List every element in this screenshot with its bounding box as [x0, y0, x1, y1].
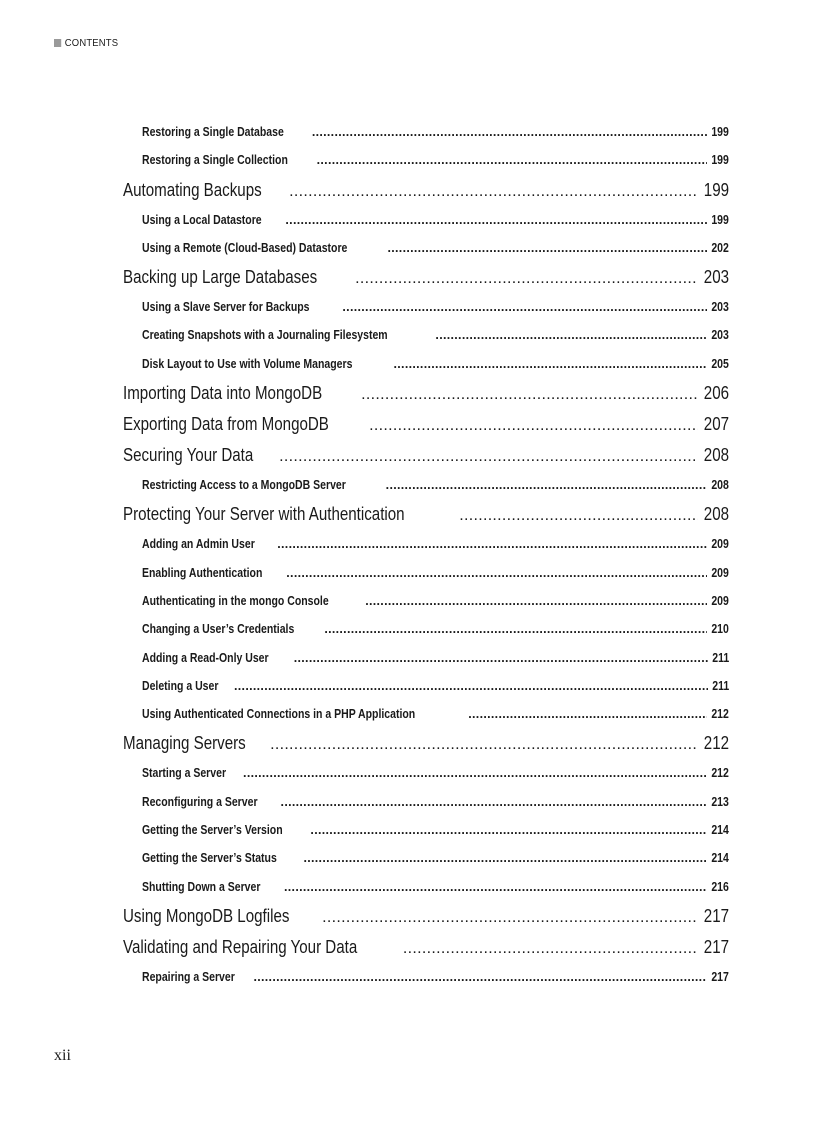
toc-entry-page: 202	[711, 240, 729, 255]
toc-section-entry	[123, 728, 729, 759]
toc-subsection-entry	[123, 321, 729, 349]
table-of-contents	[123, 118, 729, 991]
toc-leader-dots	[270, 729, 698, 759]
toc-section-entry	[123, 409, 729, 440]
toc-entry-title: Adding an Admin User	[142, 537, 255, 552]
toc-leader-dots	[284, 873, 707, 901]
toc-subsection-entry	[123, 530, 729, 558]
toc-entry-page: 209	[711, 565, 729, 580]
toc-entry-page: 199	[711, 125, 729, 139]
toc-entry-page: 217	[703, 905, 729, 926]
toc-entry-page: 208	[703, 504, 729, 525]
toc-section-entry	[123, 175, 729, 206]
toc-entry-page: 203	[711, 300, 729, 315]
toc-entry-title: Validating and Repairing Your Data	[123, 936, 358, 957]
toc-entry-title: Enabling Authentication	[142, 565, 263, 580]
toc-entry-page: 209	[711, 537, 729, 552]
toc-leader-dots	[286, 559, 707, 587]
toc-entry-title: Exporting Data from MongoDB	[123, 414, 329, 435]
toc-section-entry	[123, 901, 729, 932]
toc-entry-title: Restoring a Single Collection	[142, 153, 288, 168]
toc-section-entry	[123, 378, 729, 409]
toc-entry-title: Backing up Large Databases	[123, 267, 318, 288]
toc-leader-dots	[312, 118, 707, 146]
toc-entry-title: Automating Backups	[123, 179, 262, 200]
toc-entry-page: 217	[703, 936, 729, 957]
toc-entry-title: Using MongoDB Logfiles	[123, 905, 290, 926]
toc-leader-dots	[361, 379, 698, 409]
toc-entry-title: Restricting Access to a MongoDB Server	[142, 478, 346, 493]
toc-entry-title: Getting the Server’s Version	[142, 823, 283, 838]
toc-entry-title: Deleting a User	[142, 678, 219, 693]
toc-entry-title: Protecting Your Server with Authentication	[123, 504, 405, 525]
toc-entry-title: Importing Data into MongoDB	[123, 383, 323, 404]
toc-entry-page: 211	[712, 678, 729, 693]
toc-leader-dots	[289, 176, 698, 206]
toc-leader-dots	[317, 146, 708, 174]
running-header	[54, 37, 118, 49]
toc-entry-page: 210	[711, 622, 729, 637]
toc-entry-title: Starting a Server	[142, 766, 227, 781]
toc-leader-dots	[355, 263, 698, 293]
toc-entry-page: 208	[711, 478, 729, 493]
toc-section-entry	[123, 932, 729, 963]
toc-section-entry	[123, 262, 729, 293]
toc-subsection-entry	[123, 700, 729, 728]
toc-entry-page: 213	[711, 794, 729, 809]
toc-entry-title: Creating Snapshots with a Journaling Filesystem	[142, 328, 388, 343]
toc-entry-title: Using a Remote (Cloud-Based) Datastore	[142, 240, 348, 255]
toc-leader-dots	[253, 963, 707, 991]
toc-leader-dots	[303, 844, 707, 872]
toc-subsection-entry	[123, 471, 729, 499]
toc-entry-title: Restoring a Single Database	[142, 125, 284, 139]
toc-section-entry	[123, 440, 729, 471]
toc-entry-page: 212	[711, 707, 729, 722]
toc-leader-dots	[277, 530, 707, 558]
toc-subsection-entry	[123, 350, 729, 378]
header-label: CONTENTS	[64, 37, 119, 49]
toc-subsection-entry	[123, 293, 729, 321]
toc-leader-dots	[459, 500, 698, 530]
toc-entry-title: Authenticating in the mongo Console	[142, 593, 329, 608]
toc-subsection-entry	[123, 146, 729, 174]
toc-subsection-entry	[123, 873, 729, 901]
toc-leader-dots	[365, 587, 707, 615]
toc-entry-page: 217	[711, 969, 729, 984]
toc-subsection-entry	[123, 672, 729, 700]
toc-entry-page: 203	[703, 267, 729, 288]
toc-entry-title: Getting the Server’s Status	[142, 851, 277, 866]
page-number: xii	[54, 1047, 71, 1064]
toc-leader-dots	[281, 788, 708, 816]
toc-entry-title: Using a Local Datastore	[142, 212, 262, 227]
toc-entry-page: 199	[703, 179, 729, 200]
toc-leader-dots	[243, 759, 707, 787]
toc-leader-dots	[468, 700, 707, 728]
toc-entry-page: 214	[711, 851, 729, 866]
toc-subsection-entry	[123, 206, 729, 234]
toc-subsection-entry	[123, 234, 729, 262]
toc-entry-title: Disk Layout to Use with Volume Managers	[142, 356, 353, 371]
toc-entry-page: 214	[711, 823, 729, 838]
toc-section-entry	[123, 499, 729, 530]
toc-entry-page: 216	[711, 879, 729, 894]
toc-leader-dots	[435, 321, 707, 349]
toc-entry-title: Changing a User’s Credentials	[142, 622, 295, 637]
toc-entry-title: Using a Slave Server for Backups	[142, 300, 310, 315]
toc-leader-dots	[294, 644, 708, 672]
toc-entry-title: Repairing a Server	[142, 969, 235, 984]
toc-subsection-entry	[123, 587, 729, 615]
toc-leader-dots	[285, 206, 707, 234]
toc-leader-dots	[322, 902, 698, 932]
toc-entry-page: 207	[703, 414, 729, 435]
toc-leader-dots	[234, 672, 708, 700]
toc-leader-dots	[310, 816, 707, 844]
toc-entry-page: 208	[703, 445, 729, 466]
toc-subsection-entry	[123, 615, 729, 643]
toc-subsection-entry	[123, 788, 729, 816]
toc-leader-dots	[386, 471, 707, 499]
toc-entry-title: Securing Your Data	[123, 445, 254, 466]
toc-entry-page: 199	[711, 153, 729, 168]
toc-entry-page: 203	[711, 328, 729, 343]
toc-subsection-entry	[123, 559, 729, 587]
toc-entry-page: 209	[711, 593, 729, 608]
toc-subsection-entry	[123, 759, 729, 787]
toc-entry-title: Reconfiguring a Server	[142, 794, 258, 809]
toc-leader-dots	[403, 933, 698, 963]
toc-leader-dots	[324, 615, 707, 643]
toc-subsection-entry	[123, 644, 729, 672]
toc-leader-dots	[387, 234, 707, 262]
toc-entry-title: Shutting Down a Server	[142, 879, 261, 894]
toc-entry-title: Using Authenticated Connections in a PHP Application	[142, 707, 416, 722]
toc-subsection-entry	[123, 844, 729, 872]
toc-leader-dots	[369, 410, 698, 440]
header-square-icon	[54, 39, 61, 47]
toc-subsection-entry	[123, 816, 729, 844]
toc-entry-title: Adding a Read-Only User	[142, 650, 269, 665]
toc-entry-page: 206	[703, 383, 729, 404]
toc-leader-dots	[279, 441, 698, 471]
toc-entry-page: 205	[711, 356, 729, 371]
toc-subsection-entry	[123, 118, 729, 146]
toc-entry-page: 211	[712, 650, 729, 665]
toc-entry-page: 212	[703, 733, 729, 754]
toc-subsection-entry	[123, 963, 729, 991]
toc-leader-dots	[342, 293, 707, 321]
toc-entry-title: Managing Servers	[123, 733, 246, 754]
toc-entry-page: 212	[711, 766, 729, 781]
toc-leader-dots	[394, 350, 708, 378]
toc-entry-page: 199	[711, 212, 729, 227]
